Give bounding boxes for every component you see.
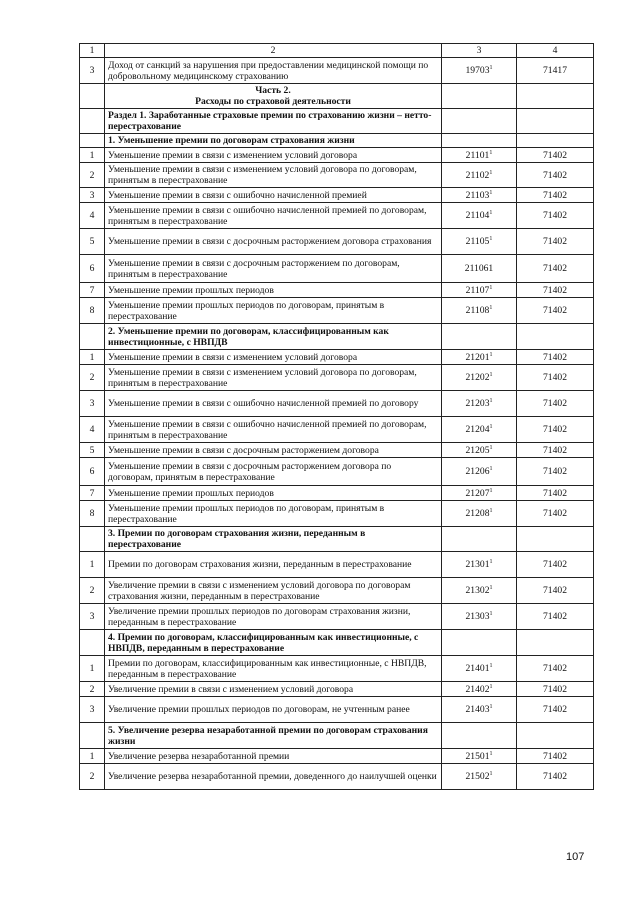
footnote-marker: 1 [489,444,493,451]
paired-account: 71402 [517,148,594,163]
header-col-1: 1 [80,44,105,58]
table-row [80,229,594,255]
row-text: Увеличение премии прошлых периодов по договорам, не учтенным ранее [105,697,442,723]
account-code [442,443,517,458]
row-number: 1 [80,148,105,163]
paired-account: 71402 [517,255,594,283]
account-code [442,486,517,501]
paired-account: 71402 [517,749,594,764]
account-code [442,324,517,350]
paired-account [517,134,594,148]
row-text: Уменьшение премии в связи с досрочным расторжением по договорам, принятым в перестрахование [105,255,442,283]
table-row [80,58,594,84]
row-number: 5 [80,229,105,255]
account-code [442,656,517,682]
row-number [80,134,105,148]
row-number: 2 [80,764,105,790]
row-text: Увеличение премии в связи с изменением условий договора по договорам страхования жизни, переданным в перестрахование [105,578,442,604]
account-code [442,552,517,578]
row-text: Уменьшение премии прошлых периодов по договорам, принятым в перестрахование [105,501,442,527]
table-row [80,163,594,188]
account-code-value: 21101 [465,149,490,161]
row-text: Увеличение премии прошлых периодов по договорам страхования жизни, переданным в перестрахование [105,604,442,630]
row-number: 3 [80,58,105,84]
account-code [442,764,517,790]
account-code-value: 21403 [465,704,490,715]
header-col-4: 4 [517,44,594,58]
account-code-value: 21401 [465,663,490,674]
section-heading-row [80,324,594,350]
row-text: Увеличение резерва незаработанной премии, доведенного до наилучшей оценки [105,764,442,790]
paired-account: 71402 [517,656,594,682]
account-code [442,391,517,417]
account-code-value: 21204 [465,424,490,435]
table-row [80,501,594,527]
paired-account: 71402 [517,682,594,697]
footnote-marker: 1 [489,149,493,156]
paired-account [517,324,594,350]
row-text: Премии по договорам страхования жизни, переданным в перестрахование [105,552,442,578]
account-code [442,527,517,552]
account-code [442,188,517,203]
footnote-marker: 1 [489,683,493,690]
footnote-marker: 1 [489,559,493,565]
account-code-value: 19703 [465,65,490,76]
account-code-value: 21203 [465,398,490,409]
row-number: 1 [80,749,105,764]
table-row [80,255,594,283]
table-row [80,391,594,417]
row-number: 1 [80,656,105,682]
row-text: Увеличение резерва незаработанной премии [105,749,442,764]
row-text: Уменьшение премии в связи с ошибочно начисленной премией [105,188,442,203]
paired-account: 71402 [517,203,594,229]
row-number: 5 [80,443,105,458]
paired-account: 71402 [517,443,594,458]
row-number: 2 [80,682,105,697]
table-row [80,203,594,229]
account-code-value: 21302 [465,585,490,596]
account-code-value: 21202 [465,372,490,383]
footnote-marker: 1 [489,750,493,757]
footnote-marker: 1 [489,663,493,669]
paired-account: 71402 [517,163,594,188]
row-text: Уменьшение премии в связи с досрочным расторжением договора по договорам, принятым в перестрахование [105,458,442,486]
row-text: Доход от санкций за нарушения при предоставлении медицинской помощи по добровольному медицинскому страхованию [105,58,442,84]
row-number: 2 [80,163,105,188]
table-header-row [80,44,594,58]
account-code [442,604,517,630]
account-code [442,501,517,527]
paired-account: 71402 [517,417,594,443]
page-number: 107 [566,851,585,863]
account-code [442,203,517,229]
account-code-value: 21501 [465,750,490,762]
account-code-value: 21104 [465,210,490,221]
row-number: 6 [80,255,105,283]
table-row [80,298,594,324]
account-code [442,749,517,764]
section-heading-row [80,630,594,656]
footnote-marker: 1 [489,236,493,242]
row-number: 7 [80,283,105,298]
row-text: Раздел 1. Заработанные страховые премии по страхованию жизни – нетто-перестрахование [105,109,442,134]
row-number [80,723,105,749]
paired-account [517,630,594,656]
footnote-marker: 1 [489,65,493,71]
section-heading-row [80,134,594,148]
row-number: 3 [80,697,105,723]
account-code [442,723,517,749]
account-code-value: 21102 [465,169,490,181]
paired-account [517,723,594,749]
row-number: 4 [80,203,105,229]
account-code [442,458,517,486]
section-heading-row [80,723,594,749]
part-heading-row [80,84,594,109]
account-code [442,697,517,723]
row-text: Уменьшение премии в связи с ошибочно начисленной премией по договорам, принятым в перестрахование [105,417,442,443]
row-text: Уменьшение премии прошлых периодов по договорам, принятым в перестрахование [105,298,442,324]
account-code-value: 21301 [465,559,490,570]
footnote-marker: 1 [489,284,493,291]
account-code [442,298,517,324]
row-text: Уменьшение премии в связи с изменением условий договора по договорам, принятым в перестрахование [105,163,442,188]
paired-account: 71402 [517,365,594,391]
row-text: Уменьшение премии в связи с изменением условий договора [105,350,442,365]
row-text: Уменьшение премии в связи с досрочным расторжением договора [105,443,442,458]
table-row [80,283,594,298]
account-code-value: 21205 [465,444,490,456]
row-number [80,324,105,350]
table-row [80,417,594,443]
footnote-marker: 1 [489,169,493,176]
paired-account: 71402 [517,350,594,365]
row-text: 2. Уменьшение премии по договорам, классифицированным как инвестиционные, с НВПДВ [105,324,442,350]
account-code-value: 21502 [465,771,490,782]
paired-account: 71402 [517,458,594,486]
account-code-value: 21108 [465,305,490,316]
account-code [442,58,517,84]
row-number: 2 [80,365,105,391]
row-number [80,527,105,552]
table-row [80,749,594,764]
account-code-value: 21105 [465,236,490,247]
row-number: 2 [80,578,105,604]
account-code-value: 21208 [465,508,490,519]
row-text: 3. Премии по договорам страхования жизни, переданным в перестрахование [105,527,442,552]
table-row [80,188,594,203]
row-number: 1 [80,350,105,365]
table-row [80,458,594,486]
row-number: 8 [80,298,105,324]
row-number: 3 [80,188,105,203]
footnote-marker: 1 [489,398,493,404]
paired-account: 71402 [517,578,594,604]
footnote-marker: 1 [489,466,493,472]
account-code [442,84,517,109]
paired-account: 71402 [517,764,594,790]
paired-account: 71417 [517,58,594,84]
account-code [442,578,517,604]
row-number [80,630,105,656]
footnote-marker: 1 [489,704,493,710]
table-row [80,148,594,163]
paired-account: 71402 [517,391,594,417]
account-code [442,365,517,391]
table-row [80,764,594,790]
footnote-marker: 1 [489,189,493,196]
table-row [80,350,594,365]
paired-account: 71402 [517,697,594,723]
account-code [442,229,517,255]
footnote-marker: 1 [489,424,493,430]
footnote-marker: 1 [489,372,493,378]
table-row [80,604,594,630]
paired-account: 71402 [517,501,594,527]
account-code [442,350,517,365]
paired-account: 71402 [517,486,594,501]
table-row [80,697,594,723]
account-code [442,283,517,298]
account-code-value: 21201 [465,351,490,363]
paired-account: 71402 [517,283,594,298]
account-code-value: 21402 [465,683,490,695]
row-text: Уменьшение премии в связи с изменением условий договора [105,148,442,163]
table-row [80,682,594,697]
row-text: Уменьшение премии в связи с изменением условий договора по договорам, принятым в перестрахование [105,365,442,391]
row-number: 3 [80,391,105,417]
row-number [80,84,105,109]
paired-account: 71402 [517,298,594,324]
row-number: 3 [80,604,105,630]
table-row [80,656,594,682]
row-number: 1 [80,552,105,578]
row-text [105,84,442,109]
row-text: Увеличение премии в связи с изменением условий договора [105,682,442,697]
part-subtitle: Расходы по страховой деятельности [195,96,351,107]
paired-account [517,527,594,552]
account-code-value: 21207 [465,487,490,499]
account-code [442,682,517,697]
row-text: Уменьшение премии в связи с досрочным расторжением договора страхования [105,229,442,255]
footnote-marker: 1 [489,351,493,358]
footnote-marker: 1 [489,508,493,514]
footnote-marker: 1 [489,611,493,617]
paired-account [517,84,594,109]
account-code [442,417,517,443]
section-heading-row [80,109,594,134]
footnote-marker: 1 [489,210,493,216]
paired-account: 71402 [517,552,594,578]
accounts-table [79,43,594,790]
account-code [442,630,517,656]
account-code [442,255,517,283]
account-code [442,109,517,134]
table-row [80,443,594,458]
account-code-value: 21103 [465,189,490,201]
footnote-marker: 1 [489,771,493,777]
footnote-marker: 1 [489,305,493,311]
paired-account [517,109,594,134]
row-text: Уменьшение премии прошлых периодов [105,486,442,501]
part-title: Часть 2. [255,85,291,96]
paired-account: 71402 [517,188,594,203]
table-row [80,552,594,578]
row-number: 8 [80,501,105,527]
footnote-marker: 1 [489,487,493,494]
row-text: Уменьшение премии в связи с ошибочно начисленной премией по договорам, принятым в перестрахование [105,203,442,229]
account-code-value: 211061 [464,263,494,274]
paired-account: 71402 [517,229,594,255]
table-row [80,365,594,391]
footnote-marker: 1 [489,585,493,591]
row-number: 6 [80,458,105,486]
row-number: 4 [80,417,105,443]
row-text: 1. Уменьшение премии по договорам страхования жизни [105,134,442,148]
account-code-value: 21303 [465,611,490,622]
row-text: 4. Премии по договорам, классифицированным как инвестиционные, с НВПДВ, переданным в перестрахование [105,630,442,656]
row-text: Премии по договорам, классифицированным как инвестиционные, с НВПДВ, переданным в перестрахование [105,656,442,682]
table-row [80,486,594,501]
account-code [442,163,517,188]
table-row [80,578,594,604]
row-text: 5. Увеличение резерва незаработанной премии по договорам страхования жизни [105,723,442,749]
row-number: 7 [80,486,105,501]
row-text: Уменьшение премии в связи с ошибочно начисленной премией по договору [105,391,442,417]
section-heading-row [80,527,594,552]
account-code [442,134,517,148]
account-code-value: 21206 [465,466,490,477]
account-code-value: 21107 [465,284,490,296]
account-code [442,148,517,163]
header-col-2: 2 [105,44,442,58]
row-number [80,109,105,134]
paired-account: 71402 [517,604,594,630]
header-col-3: 3 [442,44,517,58]
row-text: Уменьшение премии прошлых периодов [105,283,442,298]
